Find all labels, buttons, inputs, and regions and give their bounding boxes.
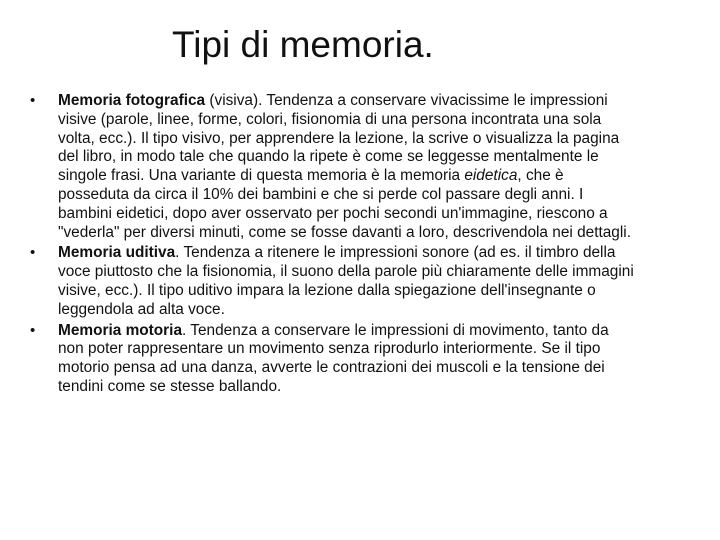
bullet-marker: •	[30, 92, 36, 109]
bullet-emphasis: eidetica	[464, 167, 518, 185]
slide-title: Tipi di memoria.	[172, 24, 434, 65]
bullet-memoria-uditiva	[0, 244, 638, 319]
bullet-marker: •	[30, 321, 36, 339]
bullet-body: . Tendenza a ritenere le impressioni sonore (ad es. il timbro della voce piuttosto che la fisionomia, il suono della parole più chiaramente delle immagini visive, ecc.). Il tipo uditivo impara la lezione dalla spiegazione dell'insegnante o leggendola ad alta voce.	[58, 244, 634, 318]
bullet-memoria-fotografica	[0, 92, 638, 242]
bullet-lead: Memoria fotografica	[58, 92, 206, 109]
bullet-lead: Memoria motoria	[58, 321, 183, 339]
bullet-text	[58, 92, 631, 241]
bullet-body-continued: , che è posseduta da circa il 10% dei bambini e che si perde col passare degli anni. I bambini eidetici, dopo aver osservato per pochi secondi un'immagine, riescono a "vederla" per diversi minuti, come se fosse davanti a loro, descrivendola nei dettagli.	[58, 167, 631, 241]
bullet-memoria-motoria	[0, 322, 638, 397]
bullet-list	[0, 92, 720, 397]
bullet-body: (visiva). Tendenza a conservare vivacissime le impressioni visive (parole, linee, forme, colori, fisionomia di una persona incontrata una sola volta, ecc.). Il tipo visivo, per apprendere la lezione, la scrive o visualizza la pagina del libro, in modo tale che quando la ripete è come se leggesse mentalmente le singole frasi. Una variante di questa memoria è la memoria	[58, 92, 620, 185]
bullet-body: . Tendenza a conservare le impressioni di movimento, tanto da non poter rappresentare un movimento senza riprodurlo interiormente. Se il tipo motorio pensa ad una danza, avverte le contrazioni dei muscoli e la tensione dei tendini come se stesse ballando.	[58, 321, 609, 395]
bullet-text	[58, 322, 609, 395]
bullet-text	[58, 244, 634, 317]
bullet-lead: Memoria uditiva	[58, 244, 176, 262]
bullet-marker: •	[30, 244, 36, 262]
